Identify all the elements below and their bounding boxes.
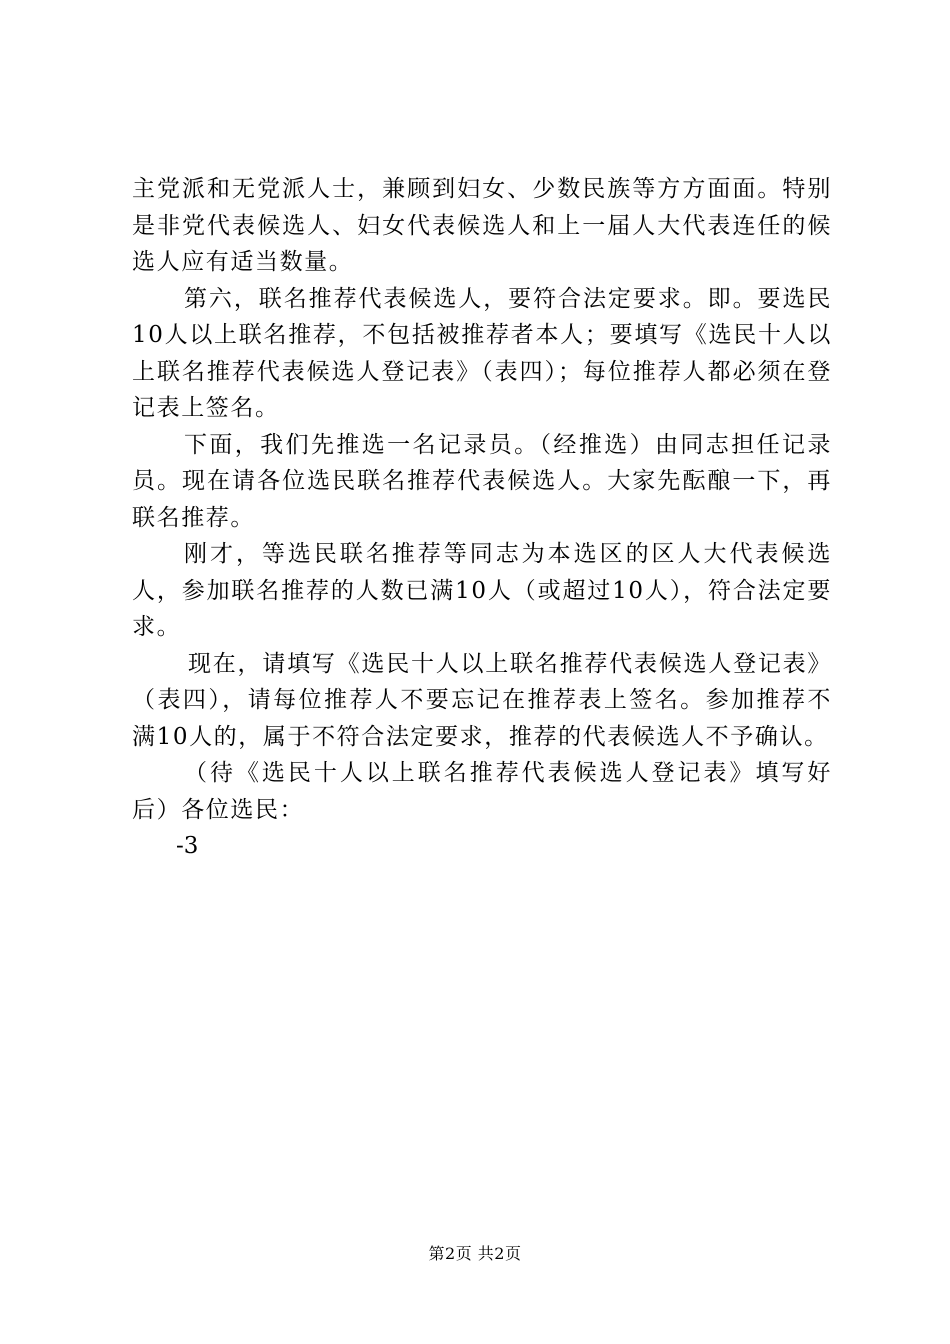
paragraph-just-now: 刚才，等选民联名推荐等同志为本选区的区人大代表候选人，参加联名推荐的人数已满10人（或超过10人），符合法定要求。: [132, 541, 832, 640]
paragraph-after-form: （待《选民十人以上联名推荐代表候选人登记表》填写好后）各位选民：: [132, 760, 832, 823]
paragraph-continuation: 主党派和无党派人士，兼顾到妇女、少数民族等方方面面。特别是非党代表候选人、妇女代表候选人和上一届人大代表连任的候选人应有适当数量。: [132, 176, 832, 275]
document-body: [132, 171, 832, 865]
paragraph-recorder: 下面，我们先推选一名记录员。（经推选）由同志担任记录员。现在请各位选民联名推荐代表候选人。大家先酝酿一下，再联名推荐。: [132, 431, 832, 531]
paragraph-fill-form: 现在，请填写《选民十人以上联名推荐代表候选人登记表》（表四），请每位推荐人不要忘记在推荐表上签名。参加推荐不满10人的，属于不符合法定要求，推荐的代表候选人不予确认。: [132, 650, 832, 750]
page-reference: -3: [176, 833, 199, 859]
paragraph-item-six: 第六，联名推荐代表候选人，要符合法定要求。即。要选民10人以上联名推荐，不包括被推荐者本人；要填写《选民十人以上联名推荐代表候选人登记表》（表四）；每位推荐人都必须在登记表上签名。: [132, 285, 832, 421]
page-footer: 第2页 共2页: [428, 1244, 522, 1263]
